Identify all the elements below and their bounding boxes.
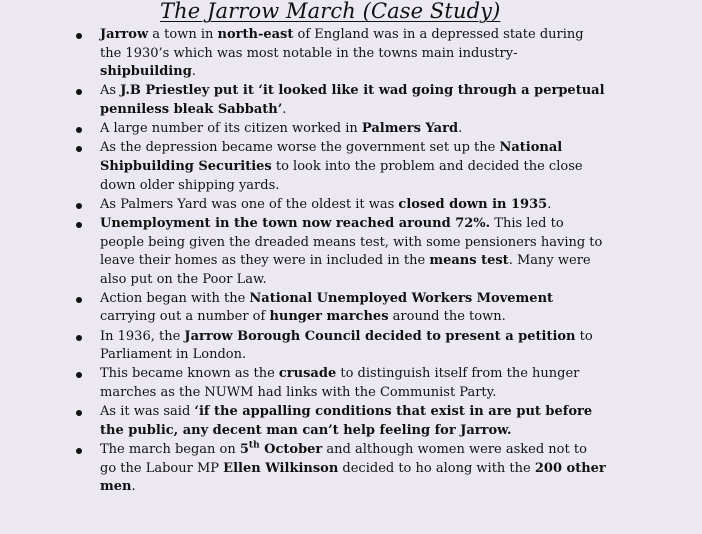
bullet-dot-icon (76, 33, 82, 39)
text-segment: . Many were also put on the Poor Law. (100, 253, 591, 287)
bullet-item (0, 26, 606, 82)
text-segment: The march began on (100, 442, 240, 457)
bold-text: 200 other men (100, 460, 606, 495)
bullet-dot-icon (76, 410, 82, 416)
text-segment: decided to ho along with the (338, 460, 535, 476)
bullet-dot-icon (76, 89, 82, 95)
text-segment: of England was in a depressed state during the 1930’s which was most notable in the towns main industry- (100, 27, 584, 61)
bullet-dot-icon (76, 448, 82, 454)
bold-text: crusade (278, 366, 337, 382)
text-segment: a town in (148, 27, 218, 42)
bullet-dot-icon (76, 372, 82, 378)
bullet-item (0, 290, 606, 327)
bullet-item (0, 441, 606, 497)
bullet-dot-icon (76, 203, 82, 209)
bullet-list (0, 26, 702, 497)
bold-text: Jarrow Borough Council decided to present a petition (184, 328, 576, 344)
text-segment: As it was said (100, 404, 195, 420)
bold-text: hunger marches (269, 309, 389, 325)
text-segment: . (547, 196, 552, 212)
bold-text: J.B Priestley put it ‘it looked like it wad going through a perpetual penniless bleak Sabbath’ (100, 83, 605, 117)
text-segment: In 1936, the (100, 328, 185, 344)
bold-text: Palmers Yard (361, 121, 459, 137)
bullet-item (0, 82, 606, 119)
text-segment: around the town. (388, 309, 506, 325)
bullet-dot-icon (76, 335, 82, 341)
bold-text: means test (429, 253, 509, 269)
text-segment: to look into the problem and decided the close down older shipping yards. (100, 158, 583, 193)
text-segment: . (191, 64, 196, 80)
bullet-item (0, 328, 606, 365)
bullet-item (0, 196, 606, 215)
bold-text: 5 (239, 442, 249, 457)
bold-text: Unemployment in the town now reached around 72%. (100, 215, 491, 231)
text-segment: This led to people being given the dreaded means test, with some pensioners having to leave their homes as they were in included in the (100, 215, 603, 269)
text-segment: and although women were asked not to go the Labour MP (100, 442, 587, 476)
page-title: The Jarrow March (Case Study) (160, 0, 501, 23)
text-segment: . (458, 121, 463, 137)
bold-text: north-east (217, 27, 294, 42)
bullet-dot-icon (76, 297, 82, 303)
bold-text: National Unemployed Workers Movement (249, 290, 554, 306)
text-segment: As the depression became worse the government set up the (100, 140, 500, 156)
bullet-dot-icon (76, 146, 82, 152)
bullet-item (0, 403, 606, 440)
bold-text: closed down in 1935 (398, 196, 548, 212)
bold-text: shipbuilding (100, 64, 192, 80)
bold-text: th (248, 440, 260, 451)
bullet-dot-icon (76, 222, 82, 228)
text-segment: This became known as the (100, 366, 279, 382)
text-segment: carrying out a number of (100, 309, 270, 325)
text-segment: to Parliament in London. (100, 328, 593, 363)
bullet-item (0, 215, 606, 289)
text-segment: Action began with the (100, 290, 250, 306)
text-segment: . (131, 479, 136, 495)
bold-text: Ellen Wilkinson (223, 460, 339, 476)
bold-text: National Shipbuilding Securities (100, 140, 563, 174)
bold-text: ‘if the appalling conditions that exist in are put before the public, any decent man can’t help feeling for Jarrow. (100, 404, 593, 438)
bold-text: October (259, 442, 323, 457)
bullet-item (0, 365, 606, 402)
bullet-item (0, 139, 606, 195)
bullet-item (0, 120, 606, 139)
text-segment: . (282, 101, 287, 117)
text-segment: As Palmers Yard was one of the oldest it was (100, 196, 399, 212)
text-segment: A large number of its citizen worked in (100, 121, 362, 137)
text-segment: to distinguish itself from the hunger marches as the NUWM had links with the Communist Party. (100, 366, 580, 401)
bullet-dot-icon (76, 127, 82, 133)
bold-text: Jarrow (100, 27, 149, 42)
text-segment: As (100, 83, 121, 99)
